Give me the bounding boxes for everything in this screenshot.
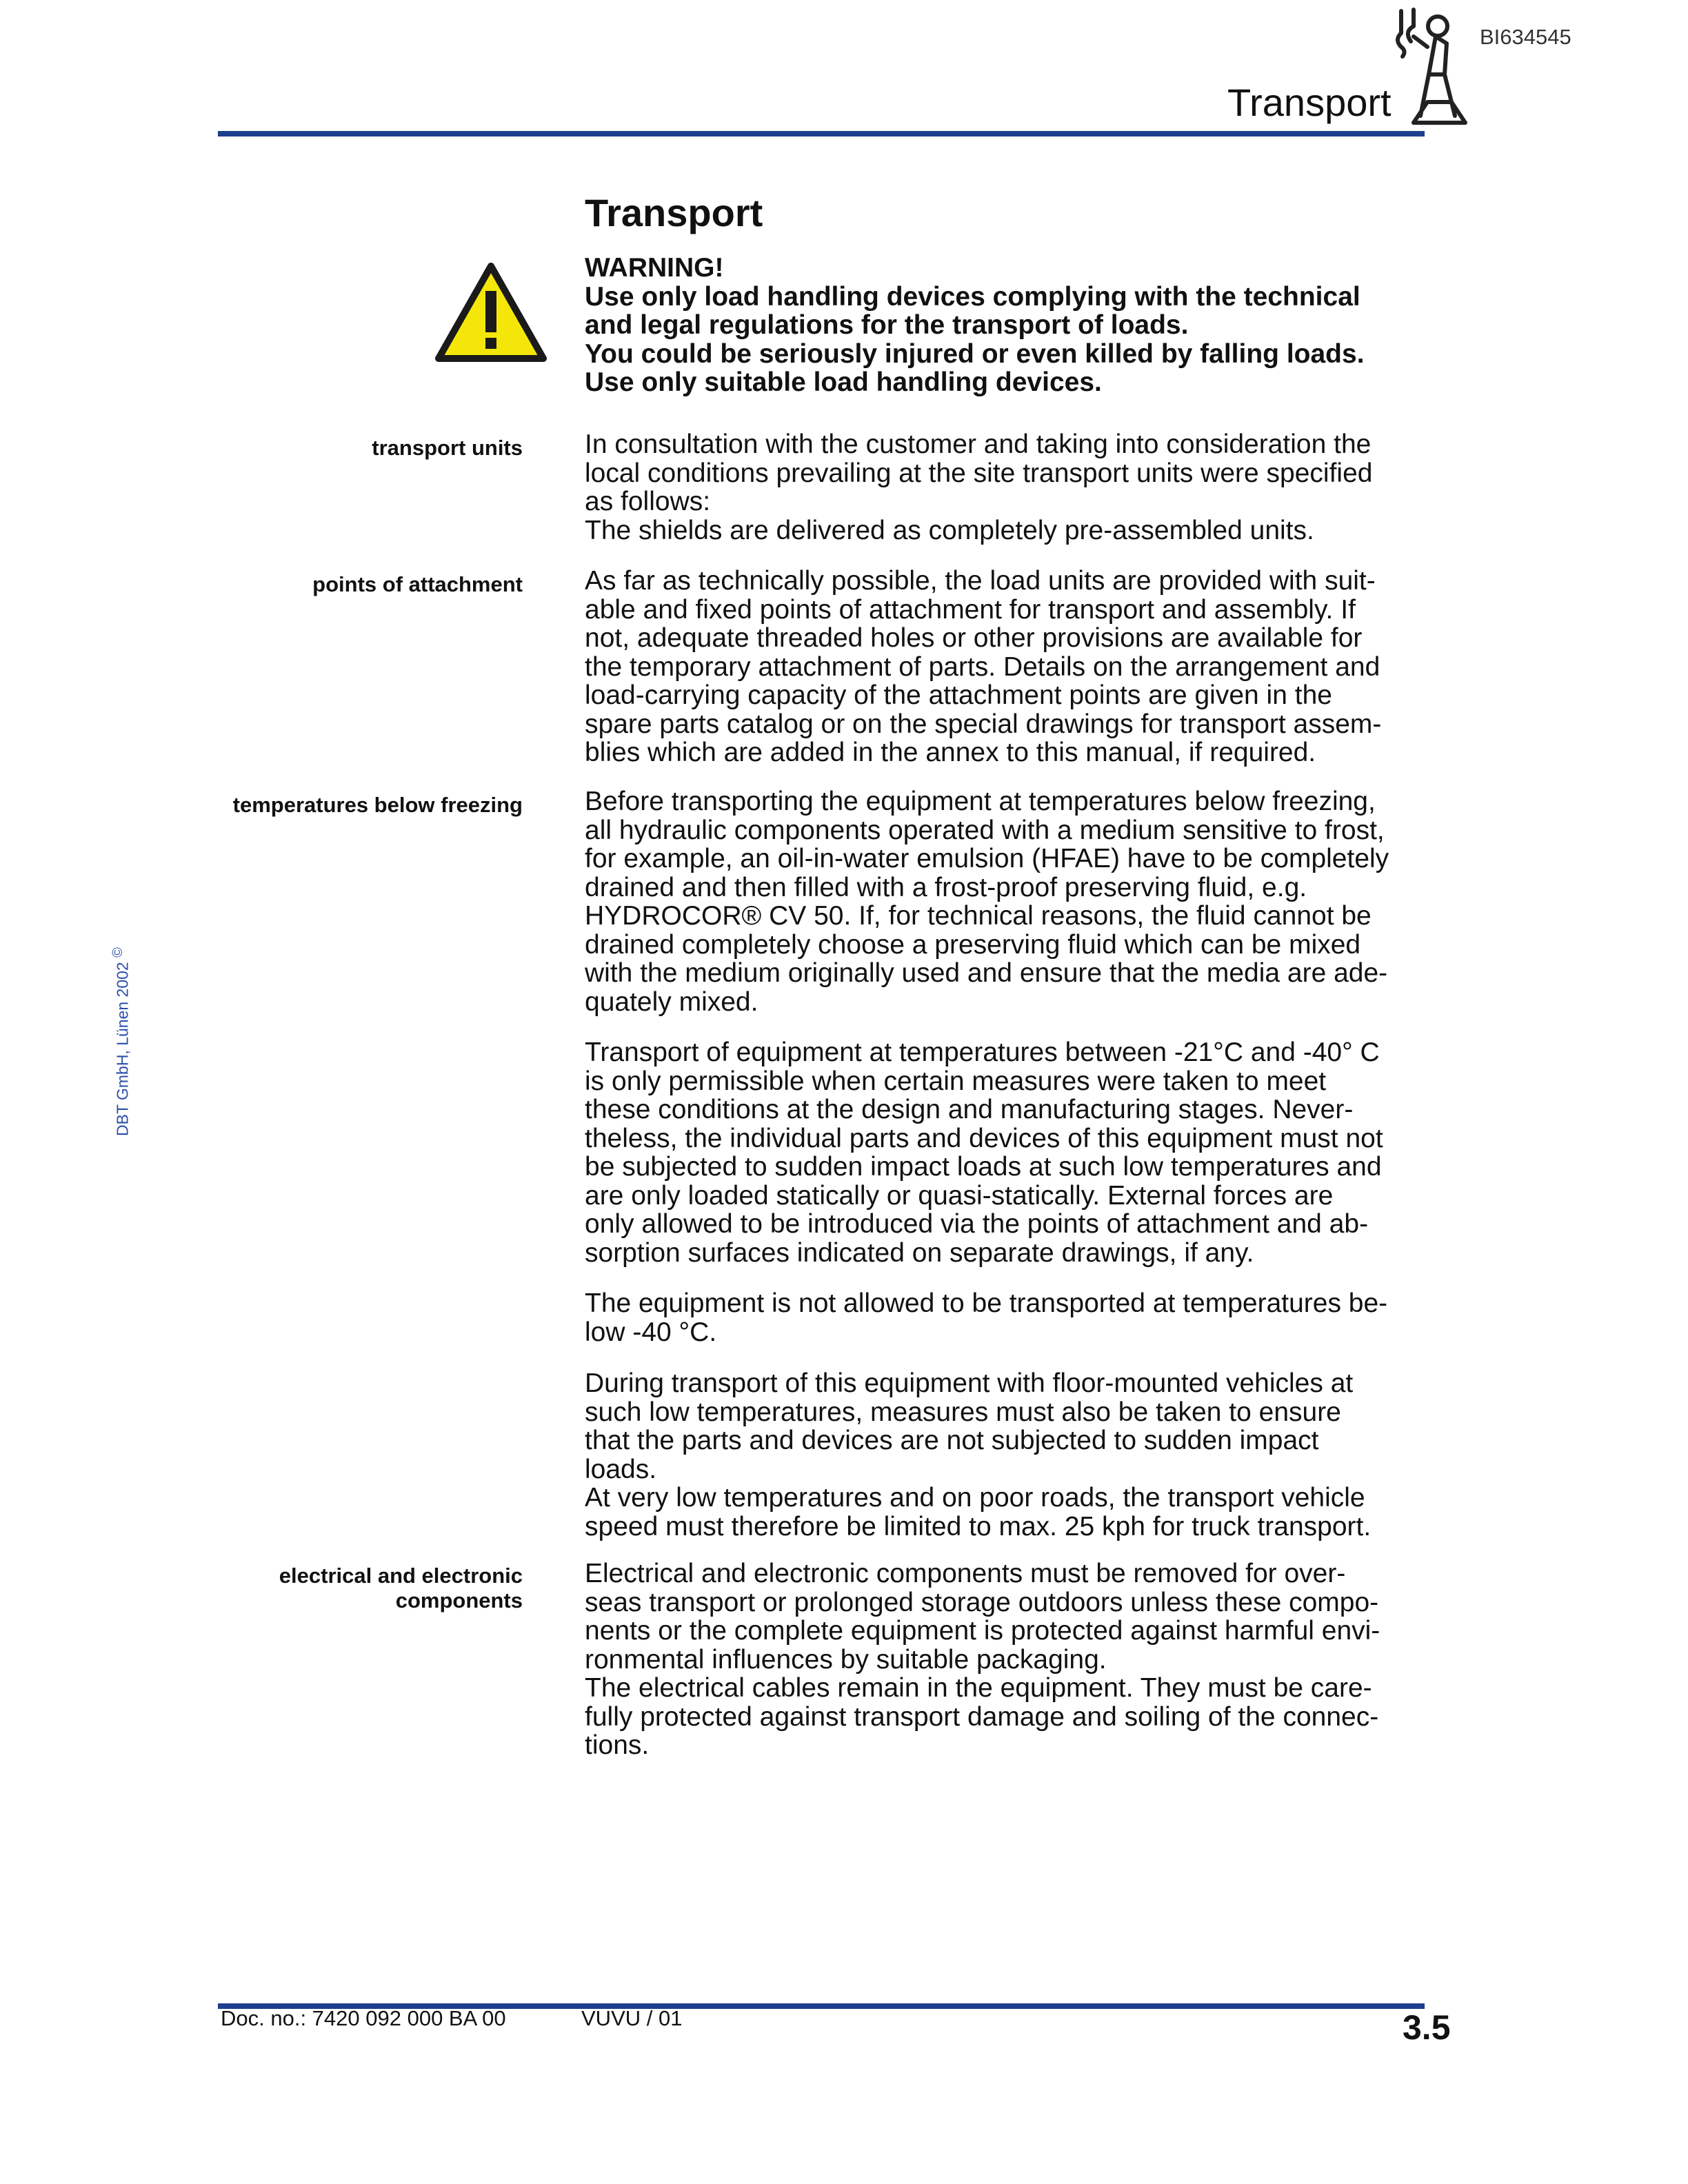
text-line: as follows: <box>585 487 711 516</box>
warning-block <box>585 254 1440 397</box>
page-title: Transport <box>585 191 763 234</box>
text-line: all hydraulic components operated with a medium sensitive to frost, <box>585 815 1385 845</box>
text-line: HYDROCOR® CV 50. If, for technical reasons, the fluid cannot be <box>585 901 1372 931</box>
text-line: The shields are delivered as completely pre-assembled units. <box>585 515 1314 545</box>
text-line: is only permissible when certain measures were taken to meet <box>585 1066 1327 1096</box>
margin-label-line: points of attachment <box>312 572 523 596</box>
footer-doc-number: Doc. no.: 7420 092 000 BA 00 <box>221 2006 506 2030</box>
text-line: nents or the complete equipment is protected against harmful envi- <box>585 1616 1380 1646</box>
paragraph-points-of-attachment <box>585 567 1440 767</box>
side-copyright-text: DBT GmbH, Lünen 2002 <box>113 962 132 1136</box>
text-line: blies which are added in the annex to this manual, if required. <box>585 738 1316 767</box>
text-line: tions. <box>585 1730 650 1760</box>
text-line: low -40 °C. <box>585 1317 717 1347</box>
paragraph-temperatures-2 <box>585 1038 1440 1267</box>
footer-version: VUVU / 01 <box>581 2006 683 2030</box>
warning-line: Use only load handling devices complying with the technical <box>585 281 1360 312</box>
text-line: sorption surfaces indicated on separate drawings, if any. <box>585 1237 1254 1268</box>
text-line: Electrical and electronic components must be removed for over- <box>585 1559 1346 1588</box>
margin-label-line: components <box>395 1588 523 1612</box>
warning-line: and legal regulations for the transport of loads. <box>585 310 1189 340</box>
text-line: At very low temperatures and on poor roads, the transport vehicle <box>585 1483 1365 1513</box>
text-line: able and fixed points of attachment for transport and assembly. If <box>585 594 1356 625</box>
margin-label-line: electrical and electronic <box>279 1564 523 1588</box>
paragraph-temperatures-3 <box>585 1289 1440 1346</box>
text-line: local conditions prevailing at the site transport units were specified <box>585 458 1373 488</box>
text-line: loads. <box>585 1454 657 1484</box>
paragraph-electrical <box>585 1559 1440 1760</box>
text-line: be subjected to sudden impact loads at such low temperatures and <box>585 1152 1382 1182</box>
text-line: drained completely choose a preserving fluid which can be mixed <box>585 929 1361 960</box>
text-line: not, adequate threaded holes or other provisions are available for <box>585 623 1363 653</box>
warning-line: Use only suitable load handling devices. <box>585 367 1102 397</box>
text-line: fully protected against transport damage and soiling of the connec- <box>585 1701 1379 1732</box>
text-line: these conditions at the design and manufacturing stages. Never- <box>585 1095 1354 1124</box>
header-rule <box>218 131 1425 136</box>
side-copyright <box>110 947 132 1136</box>
text-line: Before transporting the equipment at temperatures below freezing, <box>585 787 1376 816</box>
text-line: As far as technically possible, the load units are provided with suit- <box>585 566 1376 596</box>
margin-label-line: transport units <box>372 436 523 460</box>
text-line: The electrical cables remain in the equipment. They must be care- <box>585 1673 1372 1703</box>
paragraph-temperatures-1 <box>585 787 1440 1016</box>
text-line: load-carrying capacity of the attachment points are given in the <box>585 680 1332 710</box>
text-line: with the medium originally used and ensure that the media are ade- <box>585 958 1388 988</box>
text-line: drained and then filled with a frost-proof preserving fluid, e.g. <box>585 872 1307 902</box>
text-line: quately mixed. <box>585 987 758 1017</box>
text-line: the temporary attachment of parts. Details on the arrangement and <box>585 651 1380 682</box>
worker-with-hook-icon <box>1386 6 1496 130</box>
warning-triangle-icon <box>434 262 547 363</box>
text-line: only allowed to be introduced via the points of attachment and ab- <box>585 1209 1369 1239</box>
document-code: BI634545 <box>1480 25 1571 49</box>
margin-label-points-of-attachment <box>207 572 523 597</box>
margin-label-electrical <box>207 1564 523 1613</box>
margin-label-transport-units <box>207 436 523 461</box>
text-line: ronmental influences by suitable packaging. <box>585 1644 1107 1675</box>
text-line: spare parts catalog or on the special drawings for transport assem- <box>585 709 1382 739</box>
copyright-symbol: © <box>110 947 125 958</box>
text-line: that the parts and devices are not subjected to sudden impact <box>585 1426 1319 1455</box>
page-number: 3.5 <box>1403 2008 1451 2047</box>
text-line: such low temperatures, measures must also be taken to ensure <box>585 1397 1341 1427</box>
text-line: In consultation with the customer and taking into consideration the <box>585 429 1372 459</box>
text-line: theless, the individual parts and devices of this equipment must not <box>585 1123 1383 1153</box>
text-line: are only loaded statically or quasi-statically. External forces are <box>585 1180 1334 1211</box>
text-line: The equipment is not allowed to be transported at temperatures be- <box>585 1288 1388 1318</box>
text-line: seas transport or prolonged storage outdoors unless these compo- <box>585 1587 1379 1617</box>
text-line: During transport of this equipment with floor-mounted vehicles at <box>585 1368 1354 1398</box>
warning-line: You could be seriously injured or even killed by falling loads. <box>585 338 1365 369</box>
margin-label-temperatures <box>207 793 523 818</box>
margin-label-line: temperatures below freezing <box>232 793 523 817</box>
paragraph-transport-units <box>585 430 1440 545</box>
text-line: speed must therefore be limited to max. 25 kph for truck transport. <box>585 1511 1372 1541</box>
text-line: Transport of equipment at temperatures between -21°C and -40° C <box>585 1038 1380 1067</box>
text-line: for example, an oil-in-water emulsion (HFAE) have to be completely <box>585 844 1389 873</box>
warning-line: WARNING! <box>585 253 724 283</box>
header-section-title: Transport <box>1227 81 1391 124</box>
paragraph-temperatures-4 <box>585 1369 1440 1541</box>
